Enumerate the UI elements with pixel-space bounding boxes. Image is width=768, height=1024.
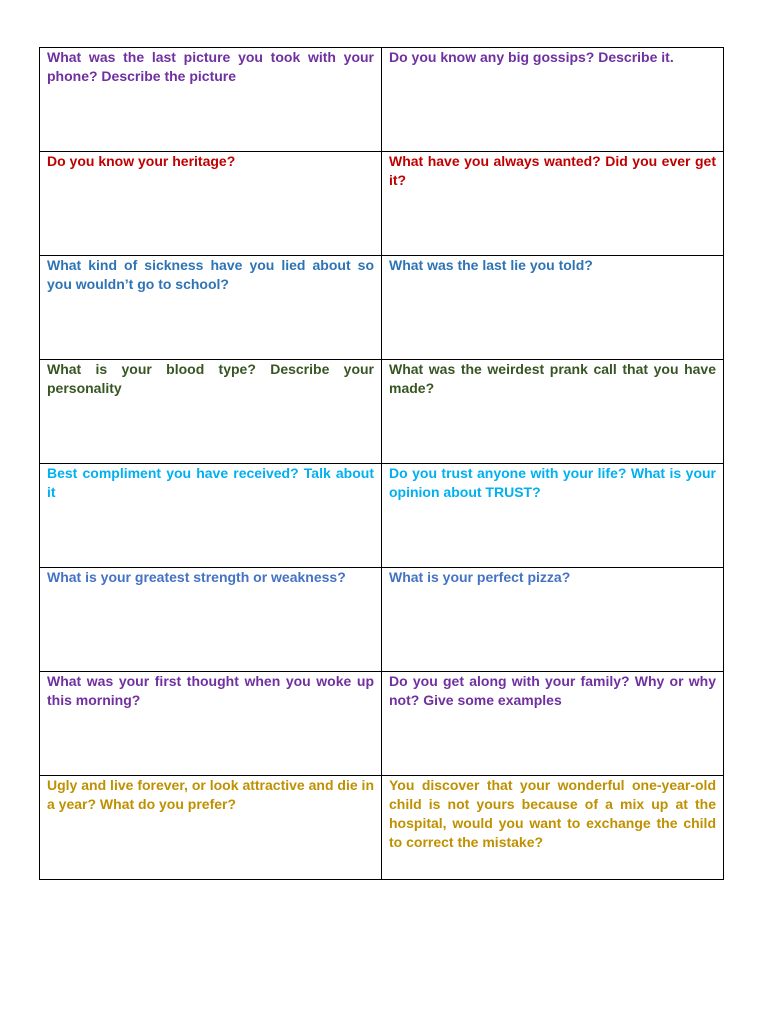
question-card xyxy=(382,568,724,672)
question-text: What is your blood type? Describe your personality xyxy=(47,361,374,396)
card-row xyxy=(40,152,724,256)
question-text: What is your greatest strength or weakness? xyxy=(47,569,346,585)
question-text: What was your first thought when you woke up this morning? xyxy=(47,673,374,708)
question-text: What was the last picture you took with your phone? Describe the picture xyxy=(47,49,374,84)
card-row xyxy=(40,672,724,776)
question-text: What kind of sickness have you lied about so you wouldn’t go to school? xyxy=(47,257,374,292)
question-text: What have you always wanted? Did you ever get it? xyxy=(389,153,716,188)
card-row xyxy=(40,776,724,880)
question-card xyxy=(40,672,382,776)
question-card xyxy=(40,360,382,464)
card-row xyxy=(40,464,724,568)
question-text: Do you know any big gossips? Describe it. xyxy=(389,49,674,65)
question-text: Ugly and live forever, or look attractive and die in a year? What do you prefer? xyxy=(47,777,374,812)
question-card xyxy=(382,48,724,152)
question-cards-table xyxy=(39,47,724,880)
question-card xyxy=(382,776,724,880)
question-card xyxy=(382,360,724,464)
card-row xyxy=(40,256,724,360)
card-row xyxy=(40,48,724,152)
question-text: Do you trust anyone with your life? What is your opinion about TRUST? xyxy=(389,465,716,500)
question-card xyxy=(40,152,382,256)
question-card xyxy=(40,464,382,568)
question-card xyxy=(382,256,724,360)
question-text: Do you get along with your family? Why or why not? Give some examples xyxy=(389,673,716,708)
question-card xyxy=(40,568,382,672)
question-card xyxy=(382,672,724,776)
question-card xyxy=(382,464,724,568)
question-text: Best compliment you have received? Talk about it xyxy=(47,465,374,500)
question-text: Do you know your heritage? xyxy=(47,153,236,169)
card-row xyxy=(40,568,724,672)
question-card xyxy=(40,256,382,360)
question-text: What was the last lie you told? xyxy=(389,257,593,273)
question-text: What is your perfect pizza? xyxy=(389,569,571,585)
question-card xyxy=(40,776,382,880)
card-row xyxy=(40,360,724,464)
question-card xyxy=(40,48,382,152)
question-card xyxy=(382,152,724,256)
question-text: You discover that your wonderful one-year-old child is not yours because of a mix up at the hospital, would you want to exchange the child to correct the mistake? xyxy=(389,777,716,850)
question-text: What was the weirdest prank call that you have made? xyxy=(389,361,716,396)
